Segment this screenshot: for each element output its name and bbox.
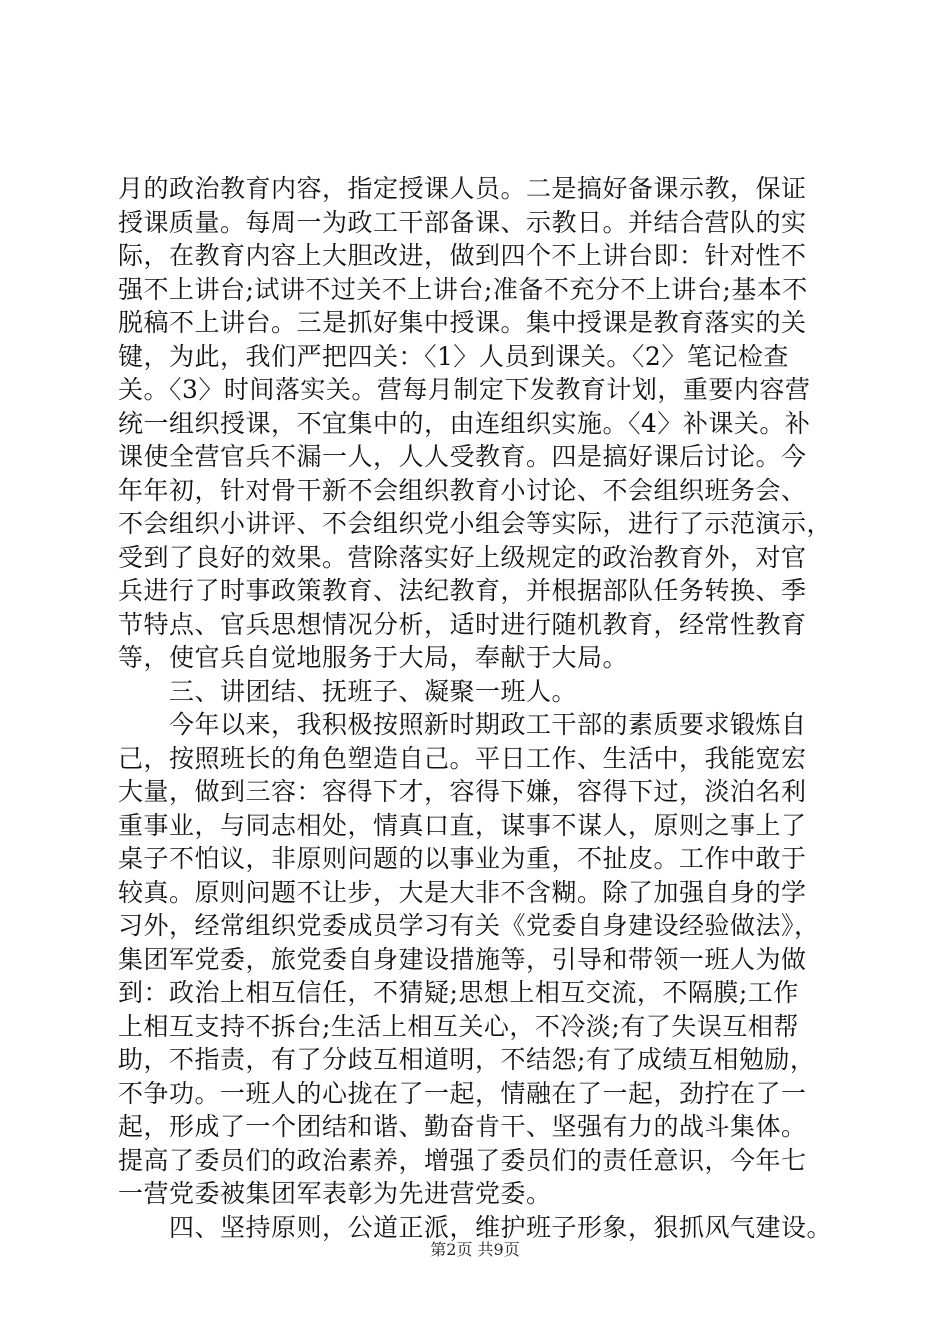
text-line: 上相互支持不拆台;生活上相互关心，不冷淡;有了失误互相帮	[118, 1011, 799, 1041]
text-line: 大量，做到三容：容得下才，容得下嫌，容得下过，淡泊名利	[118, 777, 807, 806]
section-heading: 四、坚持原则，公道正派，维护班子形象，狠抓风气建设。	[118, 1212, 833, 1242]
text-line: 兵进行了时事政策教育、法纪教育，并根据部队任务转换、季	[118, 576, 807, 605]
text-line: 提高了委员们的政治素养，增强了委员们的责任意识，今年七	[118, 1145, 807, 1175]
text-line: 不会组织小讲评、不会组织党小组会等实际，进行了示范演示，	[118, 509, 833, 538]
text-line: 一营党委被集团军表彰为先进营党委。	[118, 1179, 552, 1208]
text-line: 强不上讲台;试讲不过关不上讲台;准备不充分不上讲台;基本不	[118, 274, 808, 304]
document-body	[118, 172, 848, 1244]
text-line: 己，按照班长的角色塑造自己。平日工作、生活中，我能宽宏	[118, 743, 807, 773]
text-line: 节特点、官兵思想情况分析，适时进行随机教育，经常性教育	[118, 609, 807, 639]
text-line: 键，为此，我们严把四关：〈1〉人员到课关。〈2〉笔记检查	[118, 341, 789, 371]
text-line: 年年初，针对骨干新不会组织教育小讨论、不会组织班务会、	[118, 475, 807, 505]
text-line: 等，使官兵自觉地服务于大局，奉献于大局。	[118, 643, 629, 672]
text-line: 脱稿不上讲台。三是抓好集中授课。集中授课是教育落实的关	[118, 308, 807, 337]
text-line: 月的政治教育内容，指定授课人员。二是搞好备课示教，保证	[118, 174, 807, 203]
text-line: 集团军党委，旅党委自身建设措施等，引导和带领一班人为做	[118, 944, 807, 974]
text-line: 授课质量。每周一为政工干部备课、示教日。并结合营队的实	[118, 207, 807, 237]
page-number-footer: 第2页 共9页	[430, 1240, 520, 1259]
text-line: 际，在教育内容上大胆改进，做到四个不上讲台即：针对性不	[118, 241, 807, 270]
text-line: 今年以来，我积极按照新时期政工干部的素质要求锻炼自	[118, 710, 807, 739]
text-line: 到：政治上相互信任，不猜疑;思想上相互交流，不隔膜;工作	[118, 978, 799, 1007]
text-line: 统一组织授课，不宜集中的，由连组织实施。〈4〉补课关。补	[118, 408, 811, 438]
text-line: 课使全营官兵不漏一人，人人受教育。四是搞好课后讨论。今	[118, 442, 807, 471]
text-line: 重事业，与同志相处，情真口直，谋事不谋人，原则之事上了	[118, 810, 807, 840]
text-line: 不争功。一班人的心拢在了一起，情融在了一起，劲拧在了一	[118, 1078, 807, 1108]
text-line: 较真。原则问题不让步，大是大非不含糊。除了加强自身的学	[118, 877, 807, 907]
section-heading: 三、讲团结、抚班子、凝聚一班人。	[118, 676, 578, 706]
text-line: 关。〈3〉时间落实关。营每月制定下发教育计划，重要内容营	[118, 375, 811, 404]
text-line: 起，形成了一个团结和谐、勤奋肯干、坚强有力的战斗集体。	[118, 1112, 807, 1141]
text-line: 习外，经常组织党委成员学习有关《党委自身建设经验做法》，	[118, 911, 820, 940]
text-line: 受到了良好的效果。营除落实好上级规定的政治教育外，对官	[118, 542, 807, 572]
text-line: 助，不指责，有了分歧互相道明，不结怨;有了成绩互相勉励，	[118, 1045, 816, 1074]
text-line: 桌子不怕议，非原则问题的以事业为重，不扯皮。工作中敢于	[118, 844, 807, 873]
